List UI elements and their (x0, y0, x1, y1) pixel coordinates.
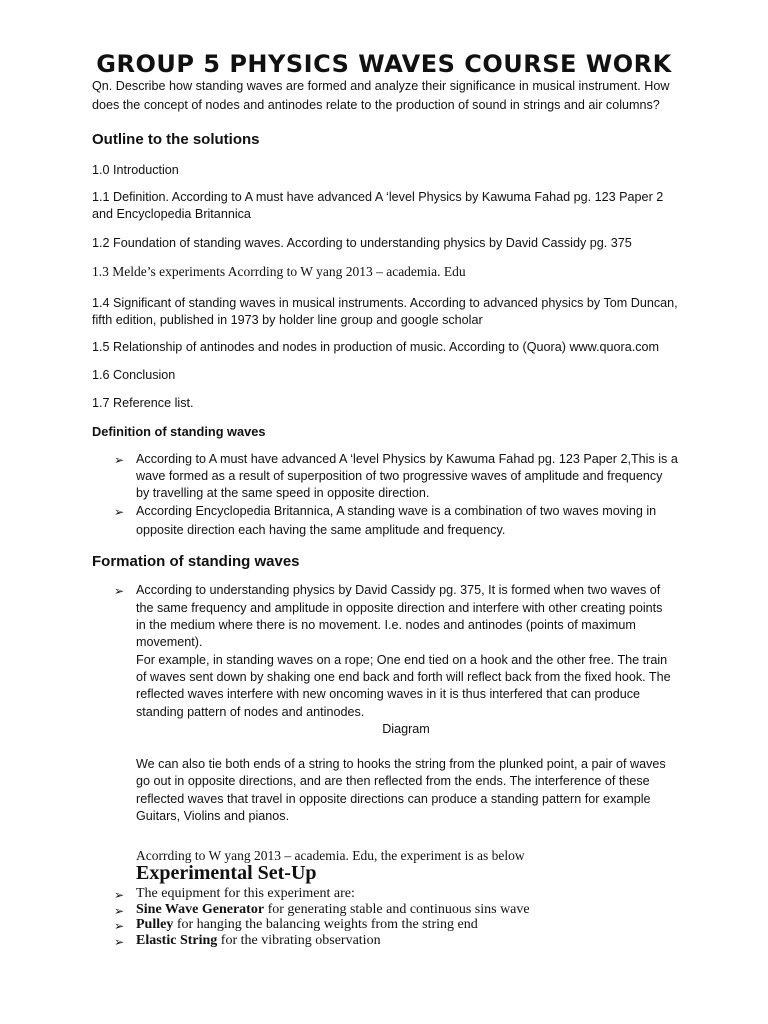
formation-paragraph-2-line-2: go out in opposite directions, and are then reflected from the ends. The interference of these (136, 774, 650, 788)
formation-line-2: the same frequency and amplitude in opposite direction and interfere with other creating points (136, 601, 663, 615)
bullet-arrow-icon: ➢ (114, 935, 125, 949)
formation-line-7: reflected waves interfere with new oncoming waves in it is thus interfered that can produce (136, 687, 641, 701)
experimental-setup-heading: Experimental Set-Up (136, 862, 317, 884)
formation-line-6: of waves sent down by shaking one end back and forth will reflect back from the fixed hook. The (136, 670, 671, 684)
bullet-arrow-icon: ➢ (114, 919, 125, 933)
outline-item-significance: 1.4 Significant of standing waves in musical instruments. According to advanced physics by Tom Duncan, (92, 296, 678, 310)
outline-item-foundation: 1.2 Foundation of standing waves. According to understanding physics by David Cassidy pg. 375 (92, 236, 632, 250)
formation-line-3: in the medium where there is no movement. I.e. nodes and antinodes (points of maximum (136, 618, 636, 632)
question-line-2: does the concept of nodes and antinodes relate to the production of sound in strings and air columns? (92, 98, 660, 112)
equipment-description: for the vibrating observation (217, 933, 381, 948)
equipment-description: for generating stable and continuous sins wave (264, 902, 530, 917)
formation-line-8: standing pattern of nodes and antinodes. (136, 705, 365, 719)
outline-item-definition-cont: and Encyclopedia Britannica (92, 207, 251, 221)
bullet-arrow-icon: ➢ (114, 888, 125, 902)
outline-item-significance-cont: fifth edition, published in 1973 by holder line group and google scholar (92, 313, 483, 327)
equipment-intro: The equipment for this experiment are: (136, 886, 355, 901)
outline-item-definition: 1.1 Definition. According to A must have advanced A ‘level Physics by Kawuma Fahad pg. 123 Paper 2 (92, 190, 664, 204)
definition-bullet-1-line-3: by travelling at the same speed in opposite direction. (136, 486, 430, 500)
definition-bullet-2-line-2: opposite direction each having the same amplitude and frequency. (136, 523, 506, 537)
definition-heading: Definition of standing waves (92, 424, 266, 439)
bullet-arrow-icon: ➢ (114, 904, 125, 918)
bullet-arrow-icon: ➢ (114, 453, 125, 467)
formation-line-4: movement). (136, 635, 203, 649)
outline-item-intro: 1.0 Introduction (92, 163, 179, 177)
definition-bullet-2-line-1: According Encyclopedia Britannica, A standing wave is a combination of two waves moving in (136, 504, 657, 518)
equipment-description: for hanging the balancing weights from the string end (173, 917, 478, 932)
outline-item-conclusion: 1.6 Conclusion (92, 368, 176, 382)
outline-item-relationship: 1.5 Relationship of antinodes and nodes in production of music. According to (Quora) www.quora.com (92, 340, 660, 354)
definition-bullet-1-line-1: According to A must have advanced A ‘level Physics by Kawuma Fahad pg. 123 Paper 2,This is a (136, 452, 678, 466)
formation-paragraph-2-line-1: We can also tie both ends of a string to hooks the string from the plunked point, a pair of waves (136, 757, 666, 771)
diagram-placeholder-label: Diagram (382, 722, 430, 736)
equipment-item-sine-wave-generator (136, 902, 530, 918)
bullet-arrow-icon: ➢ (114, 584, 125, 598)
question-line-1: Qn. Describe how standing waves are formed and analyze their significance in musical instrument. How (92, 79, 670, 93)
equipment-item-pulley (136, 917, 478, 933)
definition-bullet-1-line-2: wave formed as a result of superposition of two progressive waves of amplitude and frequency (136, 469, 663, 483)
formation-line-1: According to understanding physics by David Cassidy pg. 375, It is formed when two waves of (136, 583, 661, 597)
equipment-name: Elastic String (136, 933, 218, 948)
equipment-name: Sine Wave Generator (136, 902, 265, 917)
outline-item-melde: 1.3 Melde’s experiments Acorrding to W yang 2013 – academia. Edu (92, 264, 466, 279)
bullet-arrow-icon: ➢ (114, 505, 125, 519)
formation-heading: Formation of standing waves (92, 553, 300, 570)
experiment-intro: Acorrding to W yang 2013 – academia. Edu, the experiment is as below (136, 848, 525, 863)
outline-heading: Outline to the solutions (92, 131, 260, 148)
outline-item-references: 1.7 Reference list. (92, 396, 194, 410)
document-title: GROUP 5 PHYSICS WAVES COURSE WORK (96, 50, 672, 78)
equipment-name: Pulley (136, 917, 174, 932)
formation-paragraph-2-line-3: reflected waves that travel in opposite directions can produce a standing pattern for example (136, 792, 651, 806)
formation-paragraph-2-line-4: Guitars, Violins and pianos. (136, 809, 290, 823)
formation-line-5: For example, in standing waves on a rope; One end tied on a hook and the other free. The train (136, 653, 668, 667)
equipment-item-elastic-string (136, 933, 381, 949)
